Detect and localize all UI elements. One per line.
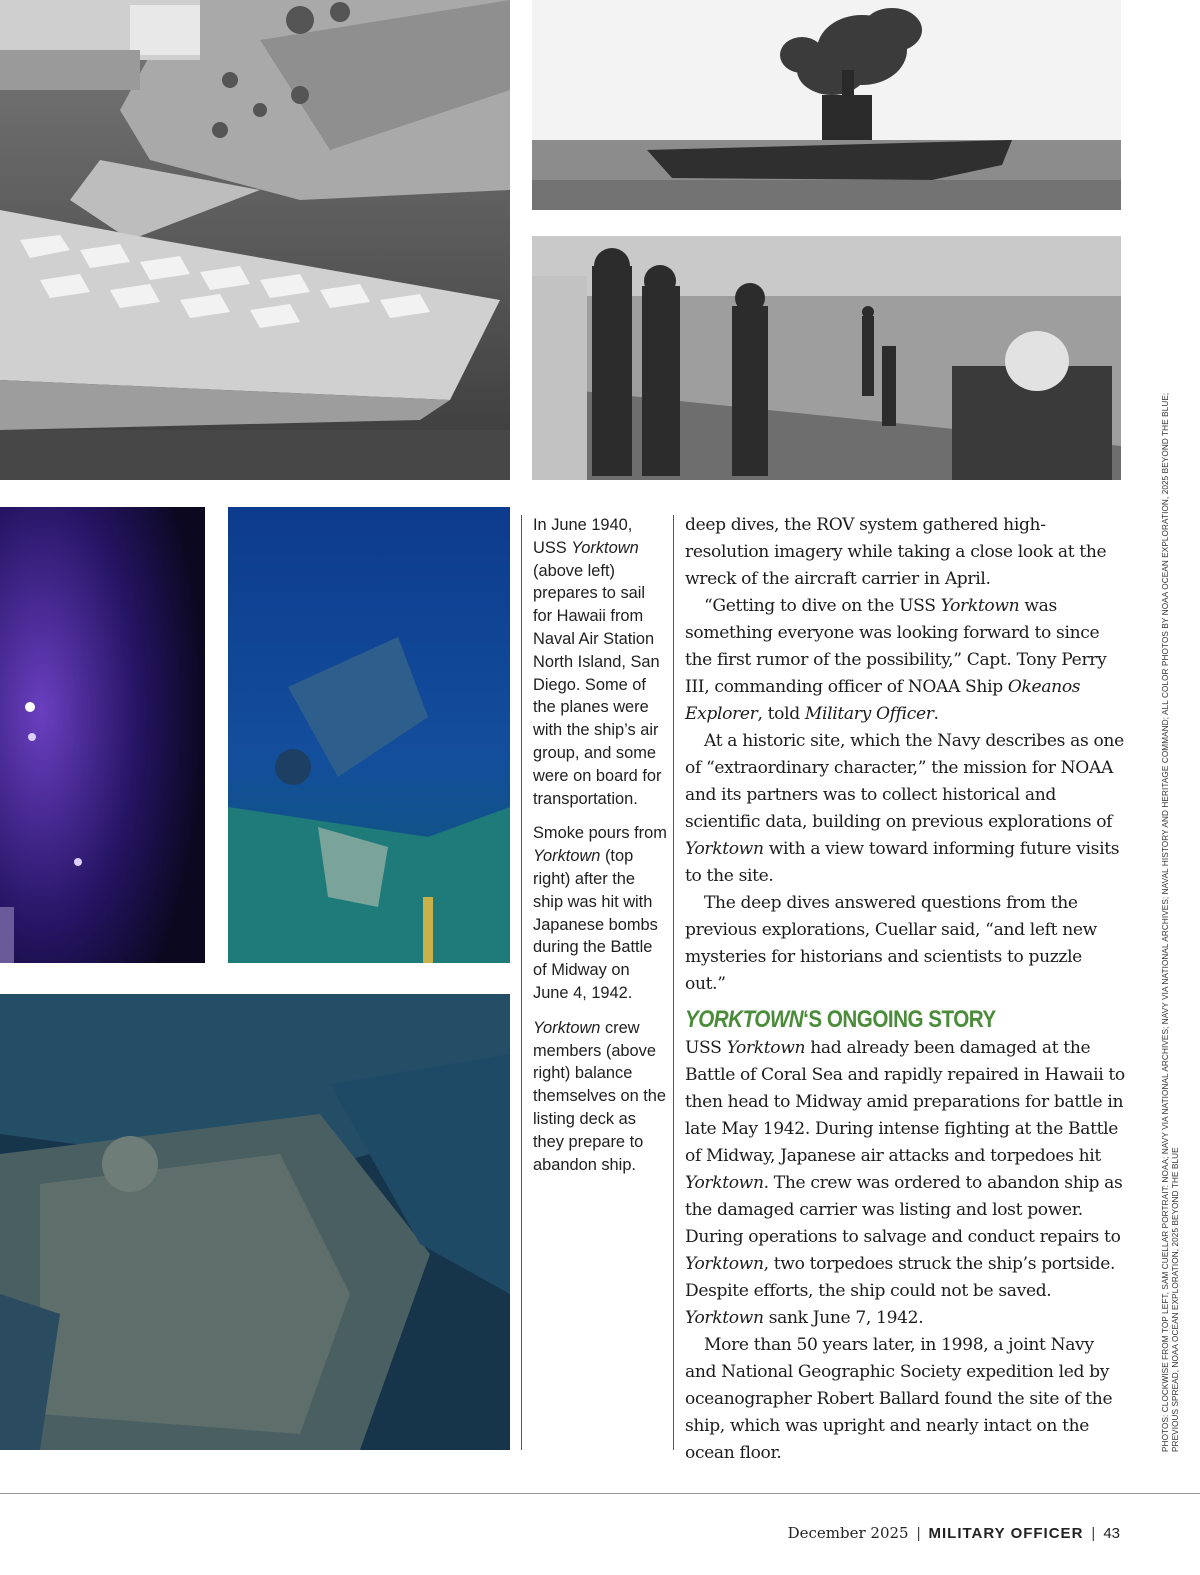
crew-on-deck-photo [532, 236, 1121, 480]
rov-lights-photo [0, 507, 205, 963]
wreck-debris-photo [0, 994, 510, 1450]
smoking-carrier-photo [532, 0, 1121, 210]
footer-page-number: 43 [1103, 1524, 1120, 1542]
article-paragraph: USS Yorktown had already been damaged at the Battle of Coral Sea and rapidly repaired in Hawaii to then head to Midway amid preparations for battle in late May 1942. During intense fighting at the Battle of Midway, Japanese air attacks and torpedoes hit Yorktown. The crew was ordered to abandon ship as the damaged carrier was listing and lost power. During operations to salvage and conduct repairs to Yorktown, two torpedoes struck the ship’s portside. Despite efforts, the ship could not be saved. Yorktown sank June 7, 1942. [685, 1038, 1125, 1328]
footer-rule [0, 1493, 1200, 1494]
article-paragraph: The deep dives answered questions from the previous explorations, Cuellar said, “and left new mysteries for historians and scientists to puzzle out.” [685, 893, 1097, 994]
article-paragraph: More than 50 years later, in 1998, a joint Navy and National Geographic Society expedition led by oceanographer Robert Ballard found the site of the ship, which was upright and nearly intact on the ocean floor. [685, 1335, 1113, 1463]
photo-captions [533, 514, 667, 1188]
footer-separator: | [1091, 1524, 1096, 1542]
article-body [685, 512, 1125, 1467]
footer-separator: | [916, 1524, 921, 1542]
page-footer [788, 1524, 1120, 1542]
section-heading: YORKTOWN‘S ONGOING STORY [685, 1006, 996, 1033]
caption-aerial: In June 1940, USS Yorktown (above left) prepares to sail for Hawaii from Naval Air Station North Island, San Diego. Some of the planes were with the ship’s air group, and some were on board for transportation. [533, 516, 662, 808]
caption-smoke: Smoke pours from Yorktown (top right) after the ship was hit with Japanese bombs during the Battle of Midway on June 4, 1942. [533, 824, 667, 1002]
article-paragraph: At a historic site, which the Navy describes as one of “extraordinary character,” the mission for NOAA and its partners was to collect historical and scientific data, building on previous explorations of Yorktown with a view toward informing future visits to the site. [685, 731, 1124, 886]
caption-divider [521, 515, 522, 1450]
article-paragraph: deep dives, the ROV system gathered high-resolution imagery while taking a close look at the wreck of the aircraft carrier in April. [685, 515, 1107, 589]
footer-date: December 2025 [787, 1524, 909, 1542]
aerial-carrier-photo [0, 0, 510, 480]
photo-credits: PHOTOS: CLOCKWISE FROM TOP LEFT, SAM CUELLAR PORTRAIT: NOAA; NAVY VIA NATIONAL ARCHIVES; NAVY VIA NATIONAL ARCHIVES; NAVAL HISTORY AND HERITAGE COMMAND; ALL COLOR PHOTOS BY NOAA OCEAN EXPLORATION, 2025 BEYOND THE BLUE; PREVIOUS SPREAD, NOAA OCEAN EXPLORATION, 2025 BEYOND THE BLUE [1161, 392, 1180, 1452]
article-paragraph: “Getting to dive on the USS Yorktown was something everyone was looking forward to since the first rumor of the possibility,” Capt. Tony Perry III, commanding officer of NOAA Ship Okeanos Explorer, told Military Officer. [685, 596, 1107, 724]
caption-crew: Yorktown crew members (above right) balance themselves on the listing deck as they prepare to abandon ship. [533, 1018, 667, 1174]
wreck-vehicle-photo [228, 507, 510, 963]
body-divider [673, 515, 674, 1450]
footer-magazine-name: MILITARY OFFICER [928, 1524, 1084, 1542]
